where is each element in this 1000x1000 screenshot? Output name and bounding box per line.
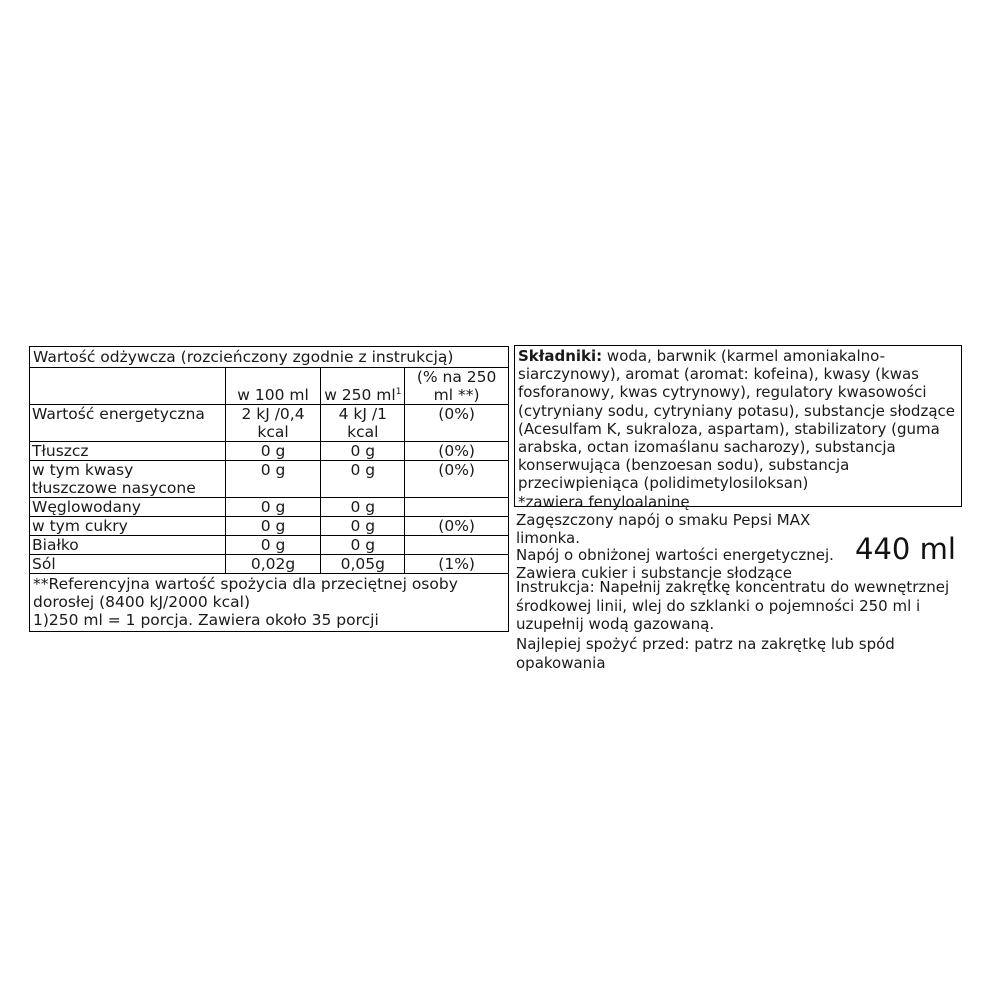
nutrition-footer-row [30,574,509,632]
value-per-100ml: 2 kJ /0,4 kcal [225,405,321,442]
value-per-100ml: 0 g [225,536,321,555]
nutrient-name: Węglowodany [30,498,226,517]
value-per-100ml: 0,02g [225,555,321,574]
value-per-250ml: 0 g [321,498,405,517]
nutrition-row [30,442,509,461]
value-per-100ml: 0 g [225,442,321,461]
nutrient-name: Białko [30,536,226,555]
nutrient-name: w tym kwasy tłuszczowe nasycone [30,461,226,498]
nutrition-row [30,517,509,536]
nutrition-table-container [29,346,509,632]
header-cell-empty [30,368,226,405]
header-per-250ml [321,368,405,405]
percent-ri [405,498,509,517]
ingredients-label: Składniki: [518,347,603,365]
nutrition-title-row [30,347,509,368]
nutrient-name: Tłuszcz [30,442,226,461]
percent-ri: (0%) [405,461,509,498]
nutrition-table [29,346,509,632]
value-per-100ml: 0 g [225,461,321,498]
volume-label: 440 ml [855,532,956,566]
percent-ri: (0%) [405,517,509,536]
best-before-text: Najlepiej spożyć przed: patrz na zakrętkę lub spód opakowania [516,635,895,672]
header-per-250ml-label: w 250 ml [324,386,396,404]
instructions-text: Instrukcja: Napełnij zakrętkę koncentratu do wewnętrznej środkowej linii, wlej do szklanki o pojemności 250 ml i uzupełnij wodą gazowaną. [516,578,950,633]
nutrient-name: w tym cukry [30,517,226,536]
nutrition-rows [30,405,509,574]
value-per-100ml: 0 g [225,498,321,517]
value-per-250ml: 4 kJ /1 kcal [321,405,405,442]
ingredients-box [514,345,962,511]
percent-ri: (1%) [405,555,509,574]
nutrition-title: Wartość odżywcza (rozcieńczony zgodnie z instrukcją) [30,347,509,368]
nutrition-footnotes [30,574,509,632]
nutrient-name: Wartość energetyczna [30,405,226,442]
value-per-250ml: 0 g [321,442,405,461]
description-line-2: Napój o obniżonej wartości energetycznej. [516,546,834,564]
nutrition-row [30,461,509,498]
value-per-100ml: 0 g [225,517,321,536]
nutrition-row [30,405,509,442]
percent-ri: (0%) [405,405,509,442]
ingredients-note: *zawiera fenyloalaninę [518,492,690,511]
header-percent: (% na 250 ml **) [405,368,509,405]
product-description [516,512,876,582]
ingredients-text: woda, barwnik (karmel amoniakalno-siarczynowy), aromat (aromat: kofeina), kwasy (kwas fosforanowy, kwas cytrynowy), regulatory kwasowości (cytryniany sodu, cytryniany potasu), substancje słodzące (Acesulfam K, sukraloza, aspartam), stabilizatory (guma arabska, octan izomaślanu sacharozy), substancja konserwująca (benzoesan sodu), substancja przeciwpieniąca (polidimetylosiloksan) [518,347,955,493]
header-per-100ml: w 100 ml [225,368,321,405]
value-per-250ml: 0 g [321,461,405,498]
footnote-reference: **Referencyjna wartość spożycia dla przeciętnej osoby dorosłej (8400 kJ/2000 kcal) [33,575,458,611]
footnote-portion: 1)250 ml = 1 porcja. Zawiera około 35 porcji [33,611,379,629]
header-superscript: 1 [395,386,402,397]
value-per-250ml: 0 g [321,536,405,555]
description-line-3: Zawiera cukier i substancje słodzące [516,563,792,582]
nutrient-name: Sól [30,555,226,574]
value-per-250ml: 0 g [321,517,405,536]
nutrition-row [30,498,509,517]
value-per-250ml: 0,05g [321,555,405,574]
percent-ri: (0%) [405,442,509,461]
description-line-1: Zagęszczony napój o smaku Pepsi MAX limonka. [516,511,811,547]
nutrition-row [30,536,509,555]
percent-ri [405,536,509,555]
nutrition-row [30,555,509,574]
nutrition-header-row [30,368,509,405]
